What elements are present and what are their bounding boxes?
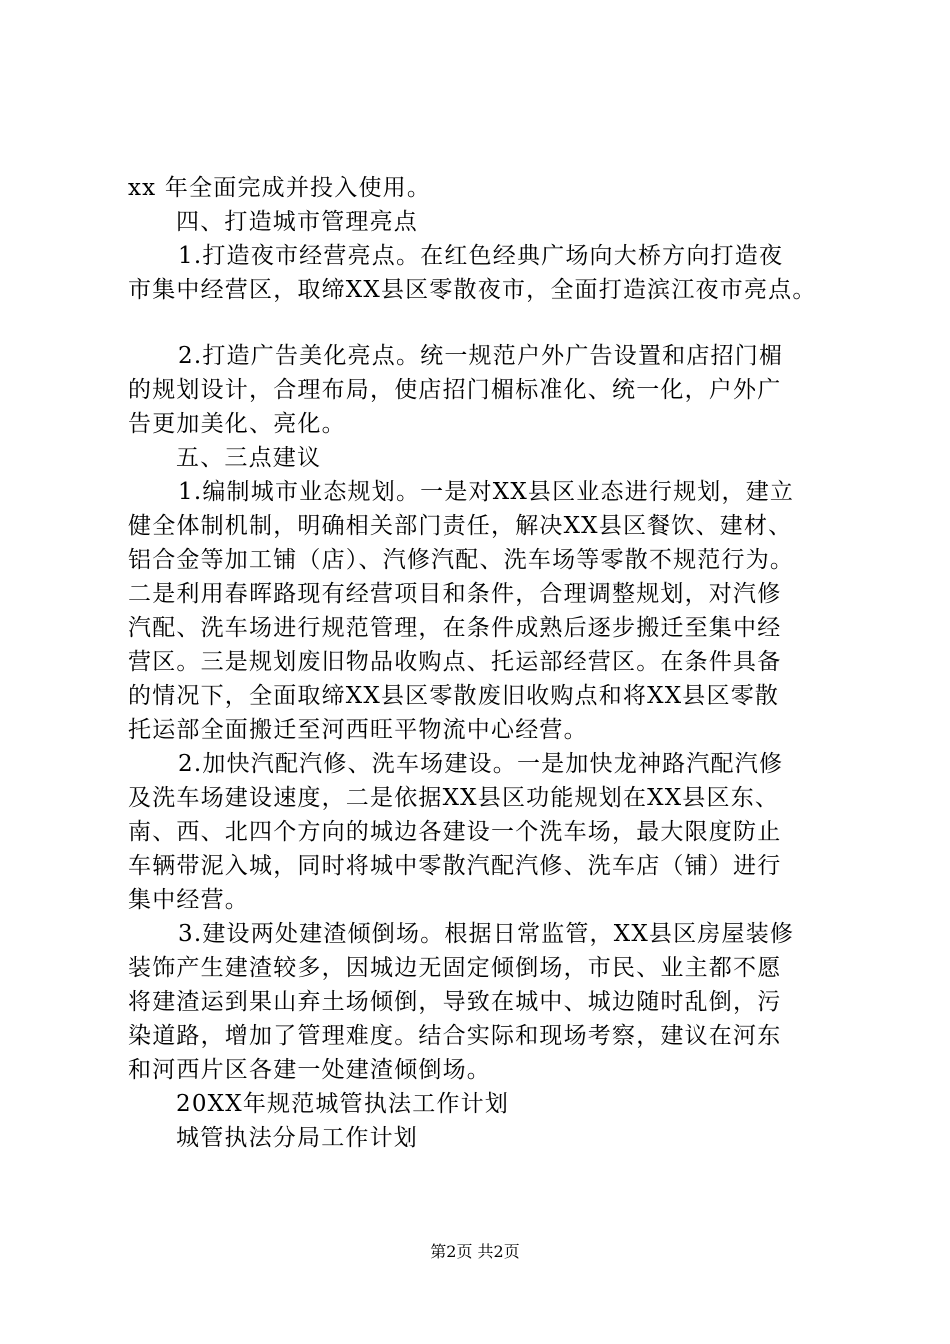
paragraph-line: 集中经营。 (128, 887, 249, 913)
paragraph-line: 3.建设两处建渣倾倒场。根据日常监管，XX县区房屋装修 (178, 921, 795, 947)
paragraph-line: 及洗车场建设速度，二是依据XX县区功能规划在XX县区东、 (128, 785, 780, 811)
paragraph-line: 1.编制城市业态规划。一是对XX县区业态进行规划，建立 (178, 479, 795, 505)
page-number-footer: 第2页 共2页 (430, 1242, 520, 1261)
paragraph-line: 营区。三是规划废旧物品收购点、托运部经营区。在条件具备 (128, 649, 782, 675)
paragraph-line: 的情况下，全面取缔XX县区零散废旧收购点和将XX县区零散 (128, 683, 780, 709)
paragraph-line: 和河西片区各建一处建渣倾倒场。 (128, 1057, 491, 1083)
paragraph-line: 将建渣运到果山弃土场倾倒，导致在城中、城边随时乱倒，污 (128, 989, 782, 1015)
paragraph-line: 铝合金等加工铺（店）、汽修汽配、洗车场等零散不规范行为。 (128, 547, 795, 573)
paragraph-line: 染道路，增加了管理难度。结合实际和现场考察，建议在河东 (128, 1023, 782, 1049)
paragraph-line: 健全体制机制，明确相关部门责任，解决XX县区餐饮、建材、 (128, 513, 793, 539)
paragraph-line: xx 年全面完成并投入使用。 (128, 175, 432, 201)
paragraph-line: 2.加快汽配汽修、洗车场建设。一是加快龙神路汽配汽修 (178, 751, 784, 777)
paragraph-line: 车辆带泥入城，同时将城中零散汽配汽修、洗车店（铺）进行 (128, 853, 782, 879)
document-title-line: 城管执法分局工作计划 (176, 1125, 418, 1151)
document-title-line: 20XX年规范城管执法工作计划 (176, 1091, 510, 1117)
paragraph-line: 二是利用春晖路现有经营项目和条件，合理调整规划，对汽修 (128, 581, 782, 607)
paragraph-gap (128, 307, 868, 339)
paragraph-line: 汽配、洗车场进行规范管理，在条件成熟后逐步搬迁至集中经 (128, 615, 782, 641)
paragraph-line: 1.打造夜市经营亮点。在红色经典广场向大桥方向打造夜 (178, 243, 784, 269)
paragraph-line: 托运部全面搬迁至河西旺平物流中心经营。 (128, 717, 588, 743)
section-heading: 四、打造城市管理亮点 (176, 209, 418, 235)
paragraph-line: 的规划设计，合理布局，使店招门楣标准化、统一化，户外广 (128, 377, 782, 403)
document-body (128, 171, 868, 1155)
paragraph-line: 装饰产生建渣较多，因城边无固定倾倒场，市民、业主都不愿 (128, 955, 782, 981)
paragraph-line: 市集中经营区，取缔XX县区零散夜市，全面打造滨江夜市亮点。 (128, 277, 817, 303)
paragraph-line: 南、西、北四个方向的城边各建设一个洗车场，最大限度防止 (128, 819, 782, 845)
paragraph-line: 2.打造广告美化亮点。统一规范户外广告设置和店招门楣 (178, 343, 784, 369)
section-heading: 五、三点建议 (176, 445, 322, 471)
paragraph-line: 告更加美化、亮化。 (128, 411, 346, 437)
